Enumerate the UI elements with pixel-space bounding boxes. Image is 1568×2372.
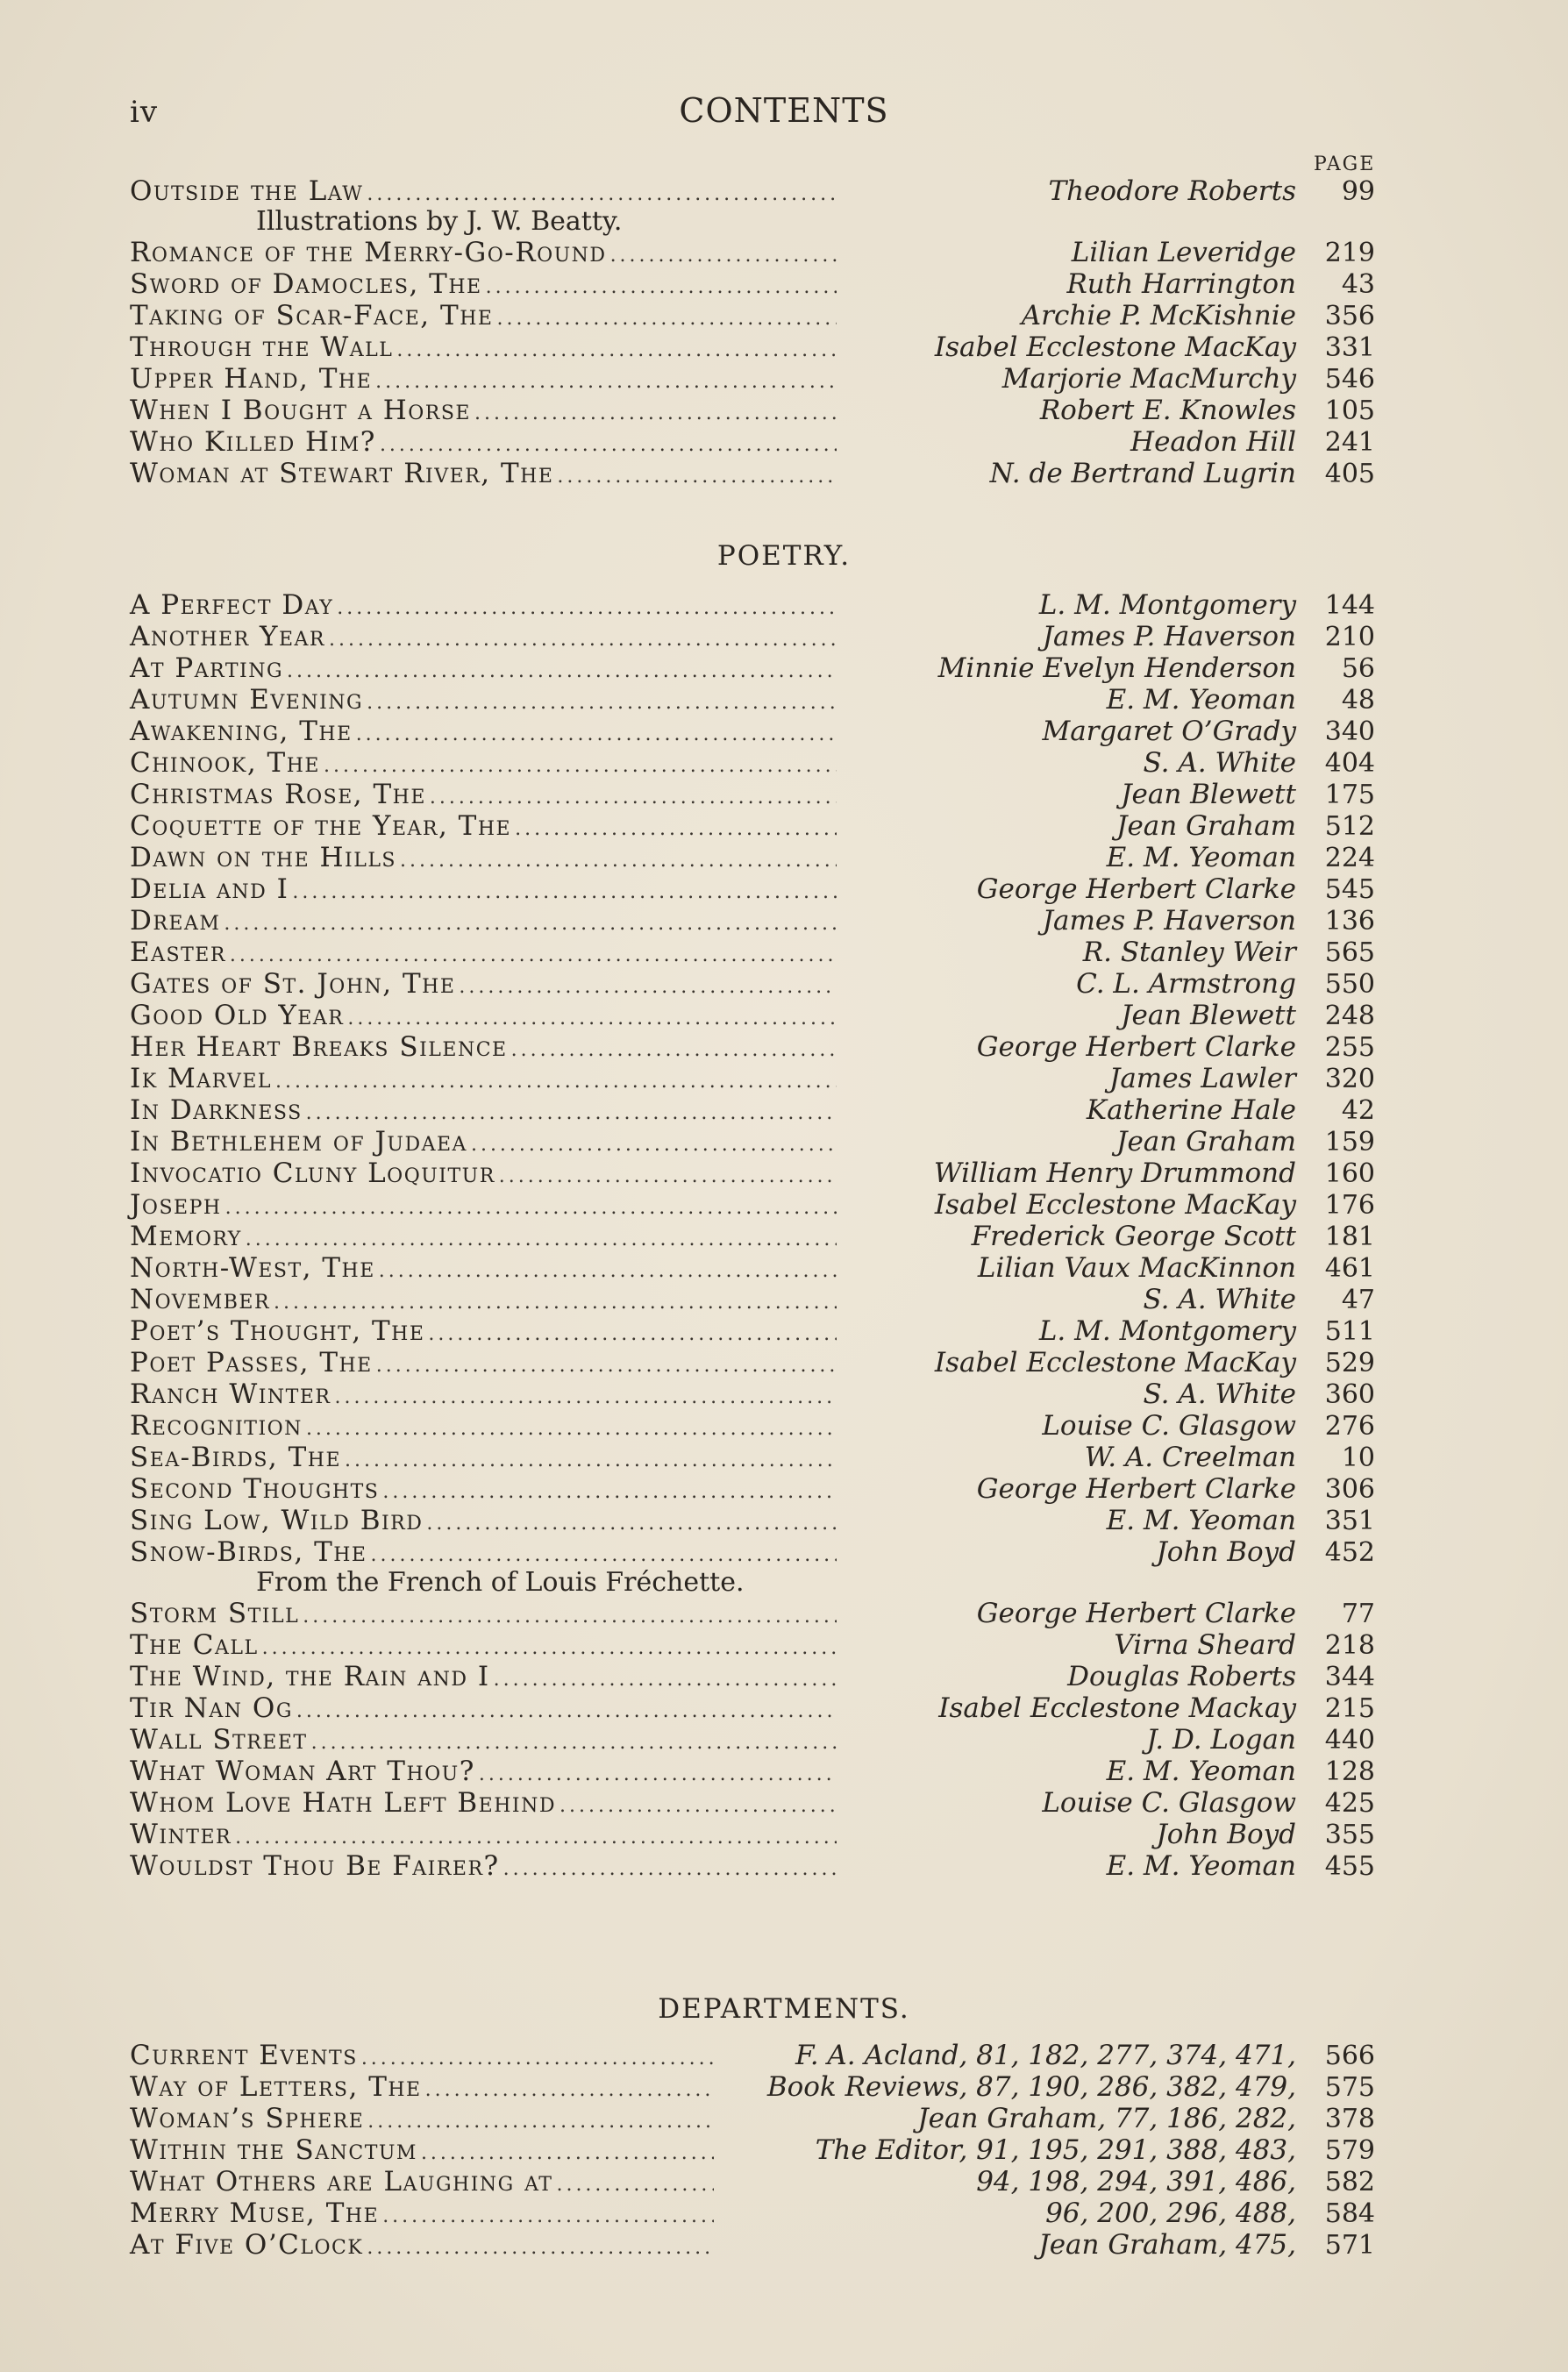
entry-author: Isabel Ecclestone MacKay	[934, 1347, 1296, 1378]
entry-author: George Herbert Clarke	[976, 1598, 1296, 1629]
poem-entry	[130, 1378, 1375, 1410]
entry-page-number: 425	[1324, 1788, 1375, 1819]
entry-author: L. M. Montgomery	[1038, 1315, 1296, 1347]
entry-title: Memory	[130, 1221, 242, 1252]
story-entry	[130, 395, 1375, 426]
entry-page-number: 565	[1324, 937, 1375, 968]
poem-entry	[130, 937, 1375, 968]
entry-author: George Herbert Clarke	[976, 873, 1296, 905]
department-entry	[130, 2040, 1375, 2071]
poem-entry	[130, 1787, 1375, 1819]
entry-title: Recognition	[130, 1410, 303, 1442]
story-entry	[130, 268, 1375, 300]
poem-entry	[130, 779, 1375, 810]
departments-heading: DEPARTMENTS.	[658, 1993, 910, 2025]
entry-title: Second Thoughts	[130, 1473, 380, 1505]
dot-leader	[306, 1098, 837, 1129]
entry-title: Delia and I	[130, 873, 289, 905]
entry-author: L. M. Montgomery	[1038, 589, 1296, 621]
poem-entry	[130, 1473, 1375, 1505]
entry-author: John Boyd	[1156, 1536, 1296, 1568]
entry-title: Upper Hand, The	[130, 363, 373, 395]
poem-entry	[130, 1126, 1375, 1158]
entry-author: Isabel Ecclestone MacKay	[934, 331, 1296, 363]
story-entry	[130, 363, 1375, 395]
entry-author: E. M. Yeoman	[1106, 1850, 1296, 1882]
entry-page-number: 105	[1324, 395, 1375, 426]
entry-title: Woman’s Sphere	[130, 2103, 365, 2134]
dot-leader	[379, 1256, 837, 1287]
entry-page-number: 276	[1324, 1411, 1375, 1442]
entry-page-number: 99	[1341, 176, 1375, 207]
poem-entry	[130, 1629, 1375, 1661]
dot-leader	[428, 1319, 837, 1350]
entry-page-number: 320	[1324, 1064, 1375, 1094]
entry-author: Book Reviews, 87, 190, 286, 382, 479,	[766, 2071, 1296, 2103]
entry-author: F. A. Acland, 81, 182, 277, 374, 471,	[795, 2040, 1296, 2071]
entry-page-number: 571	[1324, 2230, 1375, 2261]
dot-leader	[367, 2233, 714, 2264]
entry-page-number: 160	[1324, 1158, 1375, 1189]
entry-author: 94, 198, 294, 391, 486,	[976, 2166, 1296, 2197]
entry-page-number: 582	[1324, 2167, 1375, 2197]
poem-entry	[130, 1819, 1375, 1850]
poem-entry	[130, 1094, 1375, 1126]
entry-title: The Call	[130, 1629, 259, 1661]
entry-page-number: 405	[1324, 459, 1375, 489]
dot-leader	[426, 1508, 837, 1540]
entry-page-number: 566	[1324, 2041, 1375, 2071]
entry-title: Way of Letters, The	[130, 2071, 422, 2103]
entry-title: Easter	[130, 937, 226, 968]
entry-author: E. M. Yeoman	[1106, 684, 1296, 716]
entry-title: Poet’s Thought, The	[130, 1315, 425, 1347]
story-entry	[130, 458, 1375, 489]
poem-entry	[130, 968, 1375, 1000]
entry-author: William Henry Drummond	[933, 1158, 1296, 1189]
entry-page-number: 224	[1324, 843, 1375, 873]
dot-leader	[356, 719, 837, 751]
dot-leader	[556, 2169, 714, 2201]
entry-page-number: 356	[1324, 301, 1375, 331]
entry-page-number: 181	[1324, 1222, 1375, 1252]
entry-page-number: 136	[1324, 906, 1375, 937]
entry-title: Storm Still	[130, 1598, 300, 1629]
entry-author: Jean Graham	[1116, 1126, 1296, 1158]
entry-title: Invocatio Cluny Loquitur	[130, 1158, 495, 1189]
page-column-label: PAGE	[1314, 153, 1376, 175]
entry-page-number: 47	[1341, 1285, 1375, 1315]
entry-title: Good Old Year	[130, 1000, 345, 1031]
entry-title: Sword of Damocles, The	[130, 268, 482, 300]
poem-entry	[130, 1661, 1375, 1692]
entry-title: Coquette of the Year, The	[130, 810, 512, 842]
story-entry	[130, 175, 1375, 207]
dot-leader	[400, 845, 837, 877]
dot-leader	[459, 972, 837, 1003]
dot-leader	[610, 240, 837, 272]
entry-page-number: 340	[1324, 716, 1375, 747]
entry-subtitle: Illustrations by J. W. Beatty.	[256, 206, 623, 237]
entry-title: Within the Sanctum	[130, 2134, 417, 2166]
entry-title: Wouldst Thou Be Fairer?	[130, 1850, 500, 1882]
dot-leader	[324, 751, 837, 782]
dot-leader	[471, 1129, 837, 1161]
poem-entry	[130, 1031, 1375, 1063]
entry-title: Sing Low, Wild Bird	[130, 1505, 424, 1536]
dot-leader	[430, 782, 837, 814]
entry-page-number: 241	[1324, 427, 1375, 458]
department-entry	[130, 2071, 1375, 2103]
entry-author: George Herbert Clarke	[976, 1031, 1296, 1063]
entry-title: Another Year	[130, 621, 325, 652]
entry-page-number: 218	[1324, 1630, 1375, 1661]
entry-title: Chinook, The	[130, 747, 320, 779]
entry-title: In Darkness	[130, 1094, 303, 1126]
entry-author: James P. Haverson	[1042, 621, 1296, 652]
entry-title: What Woman Art Thou?	[130, 1756, 475, 1787]
dot-leader	[367, 2106, 714, 2138]
story-entry	[130, 426, 1375, 458]
entry-author: Jean Blewett	[1121, 1000, 1296, 1031]
entry-author: E. M. Yeoman	[1106, 842, 1296, 873]
entry-author: R. Stanley Weir	[1082, 937, 1296, 968]
poetry-heading: POETRY.	[716, 540, 852, 572]
entry-author: S. A. White	[1143, 1378, 1296, 1410]
entry-author: John Boyd	[1156, 1819, 1296, 1850]
entry-title: Outside the Law	[130, 175, 364, 207]
department-entry	[130, 2197, 1375, 2229]
dot-leader	[274, 1287, 837, 1319]
dot-leader	[499, 1161, 837, 1193]
entry-page-number: 215	[1324, 1693, 1375, 1724]
story-entry	[130, 300, 1375, 331]
poem-entry	[130, 652, 1375, 684]
poem-entry	[130, 905, 1375, 937]
dot-leader	[375, 367, 837, 398]
entry-author: George Herbert Clarke	[976, 1473, 1296, 1505]
entry-author: Robert E. Knowles	[1039, 395, 1296, 426]
story-entry	[130, 237, 1375, 268]
entry-title: At Parting	[130, 652, 284, 684]
entry-page-number: 440	[1324, 1725, 1375, 1756]
poem-entry	[130, 747, 1375, 779]
poem-entry	[130, 1756, 1375, 1787]
entry-page-number: 306	[1324, 1474, 1375, 1505]
dot-leader	[329, 624, 837, 656]
dot-leader	[275, 1066, 837, 1098]
dot-leader	[337, 593, 837, 624]
entry-title: Woman at Stewart River, The	[130, 458, 554, 489]
dot-leader	[367, 687, 837, 719]
dot-leader	[235, 1822, 837, 1854]
poetry-list	[130, 589, 1375, 1882]
entry-author: Theodore Roberts	[1048, 175, 1296, 207]
entry-page-number: 579	[1324, 2135, 1375, 2166]
entry-title: Winter	[130, 1819, 232, 1850]
entry-title: Joseph	[130, 1189, 222, 1221]
entry-title: Gates of St. John, The	[130, 968, 456, 1000]
entry-author: N. de Bertrand Lugrin	[989, 458, 1296, 489]
poem-entry	[130, 621, 1375, 652]
poem-entry	[130, 1442, 1375, 1473]
entry-author: Louise C. Glasgow	[1042, 1410, 1296, 1442]
entry-author: Headon Hill	[1130, 426, 1296, 458]
entry-title: Taking of Scar-Face, The	[130, 300, 494, 331]
entry-title: November	[130, 1284, 271, 1315]
dot-leader	[494, 1664, 837, 1696]
entry-title: Sea-Birds, The	[130, 1442, 342, 1473]
entry-page-number: 355	[1324, 1820, 1375, 1850]
entry-title: Tir Nan Og	[130, 1692, 293, 1724]
dot-leader	[296, 1696, 837, 1727]
entry-title: A Perfect Day	[130, 589, 334, 621]
dot-leader	[396, 335, 837, 367]
dot-leader	[303, 1601, 837, 1633]
entry-author: Minnie Evelyn Henderson	[937, 652, 1296, 684]
story-entry	[130, 331, 1375, 363]
entry-page-number: 404	[1324, 748, 1375, 779]
entry-author: S. A. White	[1143, 1284, 1296, 1315]
dot-leader	[287, 656, 837, 687]
dot-leader	[334, 1382, 837, 1414]
entry-page-number: 56	[1341, 653, 1375, 684]
entry-author: Marjorie MacMurchy	[1001, 363, 1296, 395]
entry-author: Lilian Vaux MacKinnon	[977, 1252, 1296, 1284]
entry-title: Awakening, The	[130, 716, 353, 747]
poem-entry	[130, 1505, 1375, 1536]
entry-page-number: 42	[1341, 1095, 1375, 1126]
entry-page-number: 210	[1324, 622, 1375, 652]
entry-author: Louise C. Glasgow	[1042, 1787, 1296, 1819]
entry-page-number: 255	[1324, 1032, 1375, 1063]
entry-page-number: 529	[1324, 1348, 1375, 1378]
poem-entry	[130, 873, 1375, 905]
departments-list	[130, 2040, 1375, 2261]
entry-page-number: 344	[1324, 1662, 1375, 1692]
dot-leader	[380, 430, 837, 461]
entry-page-number: 128	[1324, 1756, 1375, 1787]
entry-page-number: 550	[1324, 969, 1375, 1000]
entry-page-number: 575	[1324, 2072, 1375, 2103]
poem-entry	[130, 589, 1375, 621]
entry-author: J. D. Logan	[1146, 1724, 1296, 1756]
dot-leader	[421, 2138, 714, 2169]
entry-title: What Others are Laughing at	[130, 2166, 553, 2197]
dot-leader	[224, 908, 837, 940]
entry-page-number: 77	[1341, 1599, 1375, 1629]
entry-author: James P. Haverson	[1042, 905, 1296, 937]
entry-author: Ruth Harrington	[1066, 268, 1296, 300]
dot-leader	[345, 1445, 837, 1477]
department-entry	[130, 2229, 1375, 2261]
entry-author: Frederick George Scott	[971, 1221, 1296, 1252]
dot-leader	[246, 1224, 837, 1256]
entry-title: Poet Passes, The	[130, 1347, 373, 1378]
dot-leader	[511, 1035, 837, 1066]
entry-page-number: 512	[1324, 811, 1375, 842]
entry-page-number: 248	[1324, 1001, 1375, 1031]
entry-page-number: 351	[1324, 1506, 1375, 1536]
entry-author: W. A. Creelman	[1084, 1442, 1296, 1473]
poem-entry	[130, 1063, 1375, 1094]
entry-title: Ik Marvel	[130, 1063, 273, 1094]
poem-entry	[130, 1158, 1375, 1189]
entry-title: The Wind, the Rain and I	[130, 1661, 490, 1692]
entry-page-number: 584	[1324, 2198, 1375, 2229]
department-entry	[130, 2166, 1375, 2197]
entry-author: C. L. Armstrong	[1076, 968, 1296, 1000]
entry-title: In Bethlehem of Judaea	[130, 1126, 467, 1158]
entry-page-number: 461	[1324, 1253, 1375, 1284]
entry-page-number: 360	[1324, 1379, 1375, 1410]
dot-leader	[557, 461, 837, 493]
entry-author: Isabel Ecclestone MacKay	[934, 1189, 1296, 1221]
entry-author: 96, 200, 296, 488,	[1045, 2197, 1296, 2229]
poem-entry	[130, 716, 1375, 747]
dot-leader	[425, 2075, 714, 2106]
entry-author: The Editor, 91, 195, 291, 388, 483,	[815, 2134, 1296, 2166]
entry-page-number: 546	[1324, 364, 1375, 395]
entry-page-number: 159	[1324, 1127, 1375, 1158]
entry-page-number: 331	[1324, 332, 1375, 363]
entry-author: Douglas Roberts	[1067, 1661, 1296, 1692]
poem-entry	[130, 1284, 1375, 1315]
entry-page-number: 144	[1324, 590, 1375, 621]
entry-author: E. M. Yeoman	[1106, 1756, 1296, 1787]
dot-leader	[474, 398, 837, 430]
poem-entry	[130, 810, 1375, 842]
poem-entry	[130, 842, 1375, 873]
entry-title: At Five O’Clock	[130, 2229, 364, 2261]
entry-title: Snow-Birds, The	[130, 1536, 367, 1568]
page-folio: iv	[130, 95, 159, 130]
entry-author: Margaret O’Grady	[1042, 716, 1296, 747]
poem-entry	[130, 1189, 1375, 1221]
entry-title: Whom Love Hath Left Behind	[130, 1787, 556, 1819]
entry-title: Ranch Winter	[130, 1378, 331, 1410]
dot-leader	[479, 1759, 837, 1791]
poem-entry	[130, 1536, 1375, 1568]
entry-title: When I Bought a Horse	[130, 395, 471, 426]
entry-title: Romance of the Merry-Go-Round	[130, 237, 607, 268]
poem-entry	[130, 1598, 1375, 1629]
department-entry	[130, 2103, 1375, 2134]
entry-author: Archie P. McKishnie	[1021, 300, 1296, 331]
dot-leader	[292, 877, 837, 908]
entry-page-number: 378	[1324, 2104, 1375, 2134]
poem-entry	[130, 1347, 1375, 1378]
entry-title: Christmas Rose, The	[130, 779, 426, 810]
entry-page-number: 545	[1324, 874, 1375, 905]
entry-author: Katherine Hale	[1086, 1094, 1296, 1126]
dot-leader	[230, 940, 837, 972]
dot-leader	[361, 2043, 714, 2075]
entry-author: S. A. White	[1143, 747, 1296, 779]
entry-title: Dream	[130, 905, 221, 937]
dot-leader	[515, 814, 837, 845]
dot-leader	[503, 1854, 837, 1885]
dot-leader	[225, 1193, 837, 1224]
entry-page-number: 176	[1324, 1190, 1375, 1221]
dot-leader	[496, 303, 837, 335]
entry-page-number: 452	[1324, 1537, 1375, 1568]
entry-page-number: 175	[1324, 780, 1375, 810]
entry-title: Wall Street	[130, 1724, 308, 1756]
dot-leader	[311, 1727, 837, 1759]
page-title: CONTENTS	[679, 91, 889, 130]
entry-page-number: 48	[1341, 685, 1375, 716]
entry-title: Dawn on the Hills	[130, 842, 396, 873]
entry-author: James Lawler	[1108, 1063, 1296, 1094]
entry-title: Through the Wall	[130, 331, 394, 363]
entry-title: Current Events	[130, 2040, 358, 2071]
poem-entry	[130, 1850, 1375, 1882]
dot-leader	[382, 1477, 837, 1508]
poem-entry	[130, 1692, 1375, 1724]
dot-leader	[376, 1350, 837, 1382]
entry-author: Jean Graham	[1116, 810, 1296, 842]
dot-leader	[559, 1791, 837, 1822]
poem-entry	[130, 1221, 1375, 1252]
entry-title: Autumn Evening	[130, 684, 364, 716]
entry-author: Virna Sheard	[1114, 1629, 1296, 1661]
entry-page-number: 219	[1324, 238, 1375, 268]
dot-leader	[306, 1414, 837, 1445]
dot-leader	[486, 272, 837, 303]
poem-entry	[130, 684, 1375, 716]
poem-entry	[130, 1724, 1375, 1756]
entry-page-number: 10	[1341, 1442, 1375, 1473]
poem-entry	[130, 1315, 1375, 1347]
entry-author: Lilian Leveridge	[1071, 237, 1296, 268]
entry-author: Isabel Ecclestone Mackay	[938, 1692, 1296, 1724]
entry-subtitle: From the French of Louis Fréchette.	[256, 1567, 745, 1598]
department-entry	[130, 2134, 1375, 2166]
entry-author: Jean Graham, 475,	[1038, 2229, 1296, 2261]
entry-title: North-West, The	[130, 1252, 375, 1284]
stories-list	[130, 175, 1375, 489]
entry-title: Her Heart Breaks Silence	[130, 1031, 508, 1063]
entry-page-number: 455	[1324, 1851, 1375, 1882]
poem-entry	[130, 1410, 1375, 1442]
dot-leader	[382, 2201, 714, 2233]
entry-author: Jean Graham, 77, 186, 282,	[917, 2103, 1296, 2134]
entry-title: Who Killed Him?	[130, 426, 376, 458]
dot-leader	[347, 1003, 837, 1035]
entry-page-number: 43	[1341, 269, 1375, 300]
poem-entry	[130, 1252, 1375, 1284]
poem-entry	[130, 1000, 1375, 1031]
entry-page-number: 511	[1324, 1316, 1375, 1347]
entry-author: Jean Blewett	[1121, 779, 1296, 810]
dot-leader	[262, 1633, 837, 1664]
entry-author: E. M. Yeoman	[1106, 1505, 1296, 1536]
entry-title: Merry Muse, The	[130, 2197, 380, 2229]
